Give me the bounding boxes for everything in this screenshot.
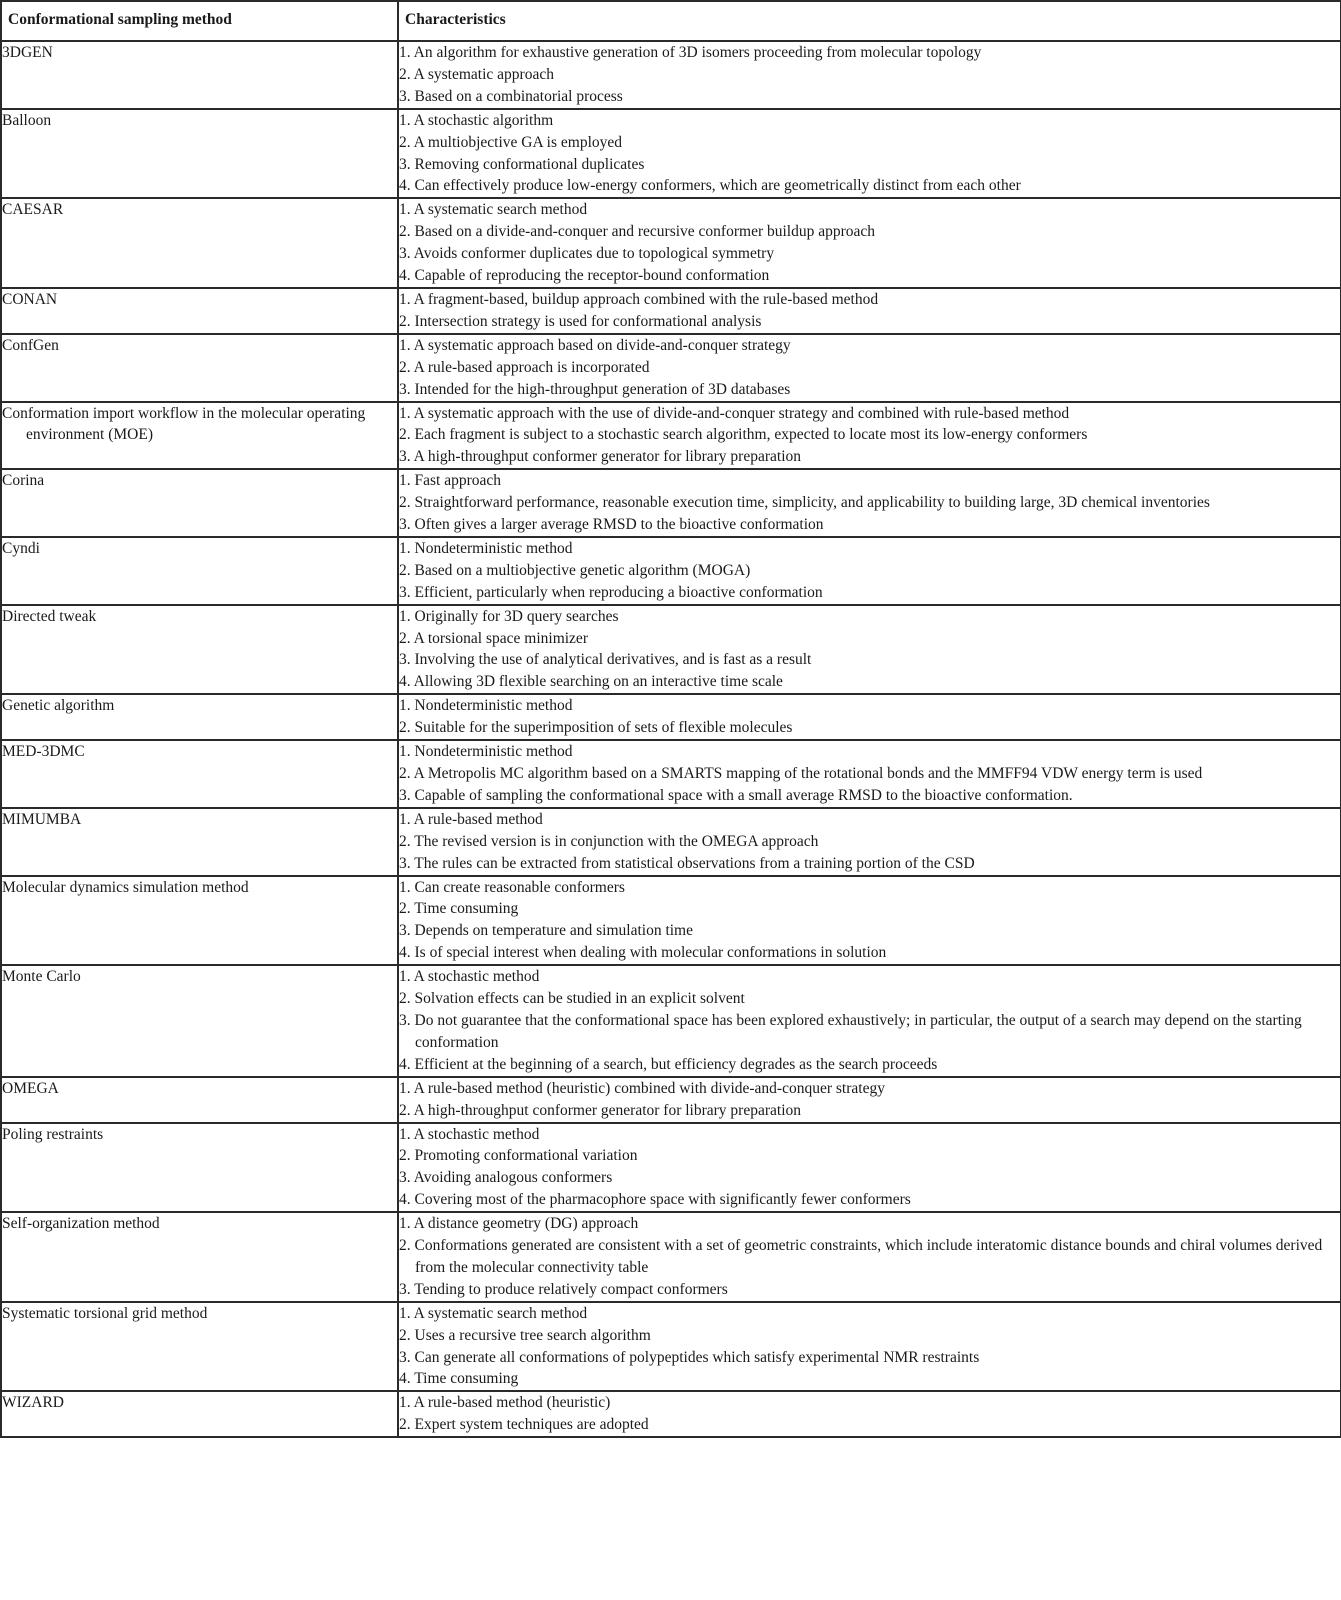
table-row — [1, 41, 1341, 109]
method-cell — [1, 334, 398, 402]
characteristic-item: 3. Tending to produce relatively compact conformers — [399, 1280, 728, 1298]
characteristic-item: 2. Suitable for the superimposition of sets of flexible molecules — [399, 719, 793, 737]
characteristic-item: 1. A systematic search method — [399, 1304, 588, 1322]
characteristic-item: 1. Fast approach — [399, 472, 502, 490]
characteristic-item: 2. A multiobjective GA is employed — [399, 133, 623, 151]
characteristic-item: 3. Capable of sampling the conformational space with a small average RMSD to the bioactive conformation. — [399, 786, 1073, 804]
characteristic-item: 1. A stochastic method — [399, 1125, 540, 1143]
characteristics-cell — [398, 1391, 1341, 1437]
table-row — [1, 109, 1341, 199]
method-name: MED-3DMC — [2, 743, 85, 761]
characteristic-item: 1. Originally for 3D query searches — [399, 607, 619, 625]
method-name: Systematic torsional grid method — [2, 1304, 208, 1322]
characteristic-item: 2. The revised version is in conjunction with the OMEGA approach — [399, 832, 819, 850]
characteristic-item: 3. Often gives a larger average RMSD to the bioactive conformation — [399, 516, 824, 534]
table-row — [1, 1212, 1341, 1302]
characteristics-cell — [398, 740, 1341, 808]
header-method: Conformational sampling method — [1, 1, 398, 41]
method-name: Poling restraints — [2, 1125, 104, 1143]
characteristic-item: 3. The rules can be extracted from statistical observations from a training portion of the CSD — [399, 854, 975, 872]
method-name: Genetic algorithm — [2, 697, 115, 715]
characteristic-item: 3. Intended for the high-throughput generation of 3D databases — [399, 380, 791, 398]
method-name: OMEGA — [2, 1079, 59, 1097]
characteristic-item: 2. Promoting conformational variation — [399, 1147, 638, 1165]
method-name: Directed tweak — [2, 607, 97, 625]
characteristics-cell — [398, 694, 1341, 740]
table-row — [1, 605, 1341, 695]
characteristic-item: 2. Based on a divide-and-conquer and recursive conformer buildup approach — [399, 223, 876, 241]
characteristics-cell — [398, 288, 1341, 334]
table-row — [1, 537, 1341, 605]
characteristic-item: 2. Conformations generated are consistent with a set of geometric constraints, which include interatomic distance bounds and chiral volumes derived from the molecular connectivity table — [399, 1237, 1323, 1276]
header-characteristics: Characteristics — [398, 1, 1341, 41]
characteristics-cell — [398, 109, 1341, 199]
characteristic-item: 1. Nondeterministic method — [399, 539, 573, 557]
table-row — [1, 740, 1341, 808]
characteristic-item: 2. A torsional space minimizer — [399, 629, 588, 647]
characteristic-item: 3. Do not guarantee that the conformational space has been explored exhaustively; in particular, the output of a search may depend on the starting conformation — [399, 1011, 1302, 1051]
characteristic-item: 1. A rule-based method — [399, 810, 543, 828]
characteristic-item: 4. Is of special interest when dealing with molecular conformations in solution — [399, 944, 887, 962]
characteristic-item: 2. Expert system techniques are adopted — [399, 1416, 649, 1434]
method-name: Cyndi — [2, 539, 40, 557]
method-cell — [1, 469, 398, 537]
characteristic-item: 2. Uses a recursive tree search algorithm — [399, 1326, 651, 1344]
table-row — [1, 1302, 1341, 1392]
method-cell — [1, 740, 398, 808]
characteristics-cell — [398, 469, 1341, 537]
method-name: CAESAR — [2, 201, 64, 219]
method-cell — [1, 965, 398, 1077]
characteristics-cell — [398, 537, 1341, 605]
characteristics-cell — [398, 1302, 1341, 1392]
method-name: Molecular dynamics simulation method — [2, 878, 249, 896]
table-row — [1, 1391, 1341, 1437]
method-name: MIMUMBA — [2, 810, 82, 828]
characteristic-item: 3. Based on a combinatorial process — [399, 87, 623, 105]
table-row — [1, 1077, 1341, 1123]
characteristic-item: 1. A distance geometry (DG) approach — [399, 1215, 639, 1233]
characteristic-item: 2. Based on a multiobjective genetic algorithm (MOGA) — [399, 561, 751, 579]
table-row — [1, 694, 1341, 740]
characteristics-cell — [398, 1077, 1341, 1123]
method-cell — [1, 537, 398, 605]
method-name: Balloon — [2, 111, 52, 129]
method-name: Monte Carlo — [2, 968, 81, 986]
characteristic-item: 3. Involving the use of analytical derivatives, and is fast as a result — [399, 651, 812, 669]
characteristics-cell — [398, 876, 1341, 966]
characteristics-cell — [398, 334, 1341, 402]
characteristic-item: 2. A rule-based approach is incorporated — [399, 358, 650, 376]
characteristic-item: 2. A Metropolis MC algorithm based on a SMARTS mapping of the rotational bonds and the MMFF94 VDW energy term is used — [399, 765, 1203, 782]
method-cell — [1, 198, 398, 288]
characteristic-item: 1. A stochastic algorithm — [399, 111, 554, 129]
characteristic-item: 4. Allowing 3D flexible searching on an interactive time scale — [399, 673, 783, 691]
table-row — [1, 808, 1341, 876]
characteristic-item: 1. A systematic approach based on divide-and-conquer strategy — [399, 336, 791, 354]
method-cell — [1, 808, 398, 876]
characteristic-item: 2. Straightforward performance, reasonable execution time, simplicity, and applicability to building large, 3D chemical inventories — [399, 494, 1210, 512]
characteristic-item: 1. A systematic search method — [399, 201, 588, 219]
method-cell — [1, 876, 398, 966]
characteristics-cell — [398, 402, 1341, 470]
table-body — [1, 41, 1341, 1437]
method-name: Self-organization method — [2, 1215, 160, 1233]
characteristic-item: 1. A systematic approach with the use of divide-and-conquer strategy and combined with rule-based method — [399, 404, 1070, 422]
characteristics-cell — [398, 1123, 1341, 1213]
method-name: 3DGEN — [2, 44, 53, 61]
method-name: WIZARD — [2, 1394, 64, 1412]
method-name: Corina — [2, 472, 45, 490]
characteristic-item: 3. Removing conformational duplicates — [399, 155, 645, 173]
header-row — [1, 1, 1341, 41]
characteristic-item: 2. A systematic approach — [399, 65, 554, 83]
characteristic-item: 4. Covering most of the pharmacophore space with significantly fewer conformers — [399, 1191, 911, 1209]
characteristic-item: 2. A high-throughput conformer generator for library preparation — [399, 1101, 802, 1119]
method-cell — [1, 1302, 398, 1392]
method-cell — [1, 1077, 398, 1123]
characteristic-item: 1. Can create reasonable conformers — [399, 878, 625, 896]
characteristic-item: 4. Efficient at the beginning of a search, but efficiency degrades as the search proceeds — [399, 1055, 938, 1073]
characteristic-item: 1. A stochastic method — [399, 968, 540, 986]
characteristic-item: 4. Can effectively produce low-energy conformers, which are geometrically distinct from each other — [399, 177, 1021, 195]
characteristic-item: 1. Nondeterministic method — [399, 743, 573, 761]
method-cell — [1, 1123, 398, 1213]
method-cell — [1, 1391, 398, 1437]
method-name: ConfGen — [2, 336, 59, 354]
characteristic-item: 1. A rule-based method (heuristic) — [399, 1394, 611, 1412]
method-cell — [1, 109, 398, 199]
characteristics-cell — [398, 605, 1341, 695]
method-name: Conformation import workflow in the molecular operating environment (MOE) — [2, 404, 366, 444]
method-cell — [1, 288, 398, 334]
table-row — [1, 402, 1341, 470]
characteristic-item: 2. Each fragment is subject to a stochastic search algorithm, expected to locate most its low-energy conformers — [399, 426, 1088, 444]
characteristic-item: 3. Avoiding analogous conformers — [399, 1169, 613, 1187]
characteristic-item: 1. A rule-based method (heuristic) combined with divide-and-conquer strategy — [399, 1079, 885, 1097]
characteristic-item: 3. A high-throughput conformer generator for library preparation — [399, 448, 802, 466]
table-row — [1, 198, 1341, 288]
characteristic-item: 3. Depends on temperature and simulation time — [399, 922, 693, 940]
table-row — [1, 1123, 1341, 1213]
characteristic-item: 3. Avoids conformer duplicates due to topological symmetry — [399, 245, 775, 263]
characteristics-cell — [398, 41, 1341, 109]
characteristic-item: 1. A fragment-based, buildup approach combined with the rule-based method — [399, 290, 879, 308]
characteristics-cell — [398, 965, 1341, 1077]
characteristics-cell — [398, 1212, 1341, 1302]
table-row — [1, 334, 1341, 402]
characteristics-cell — [398, 198, 1341, 288]
characteristic-item: 2. Solvation effects can be studied in an explicit solvent — [399, 990, 745, 1008]
characteristic-item: 3. Efficient, particularly when reproducing a bioactive conformation — [399, 583, 823, 601]
method-cell — [1, 402, 398, 470]
method-cell — [1, 41, 398, 109]
characteristic-item: 3. Can generate all conformations of polypeptides which satisfy experimental NMR restraints — [399, 1348, 980, 1366]
method-cell — [1, 694, 398, 740]
characteristic-item: 4. Time consuming — [399, 1370, 519, 1388]
characteristic-item: 1. An algorithm for exhaustive generation of 3D isomers proceeding from molecular topology — [399, 44, 982, 61]
method-name: CONAN — [2, 290, 58, 308]
method-cell — [1, 1212, 398, 1302]
characteristics-cell — [398, 808, 1341, 876]
characteristic-item: 2. Intersection strategy is used for conformational analysis — [399, 312, 762, 330]
characteristic-item: 2. Time consuming — [399, 900, 519, 918]
table-row — [1, 876, 1341, 966]
table-row — [1, 965, 1341, 1077]
characteristic-item: 1. Nondeterministic method — [399, 697, 573, 715]
table-row — [1, 288, 1341, 334]
method-cell — [1, 605, 398, 695]
table-row — [1, 469, 1341, 537]
characteristic-item: 4. Capable of reproducing the receptor-bound conformation — [399, 267, 770, 285]
